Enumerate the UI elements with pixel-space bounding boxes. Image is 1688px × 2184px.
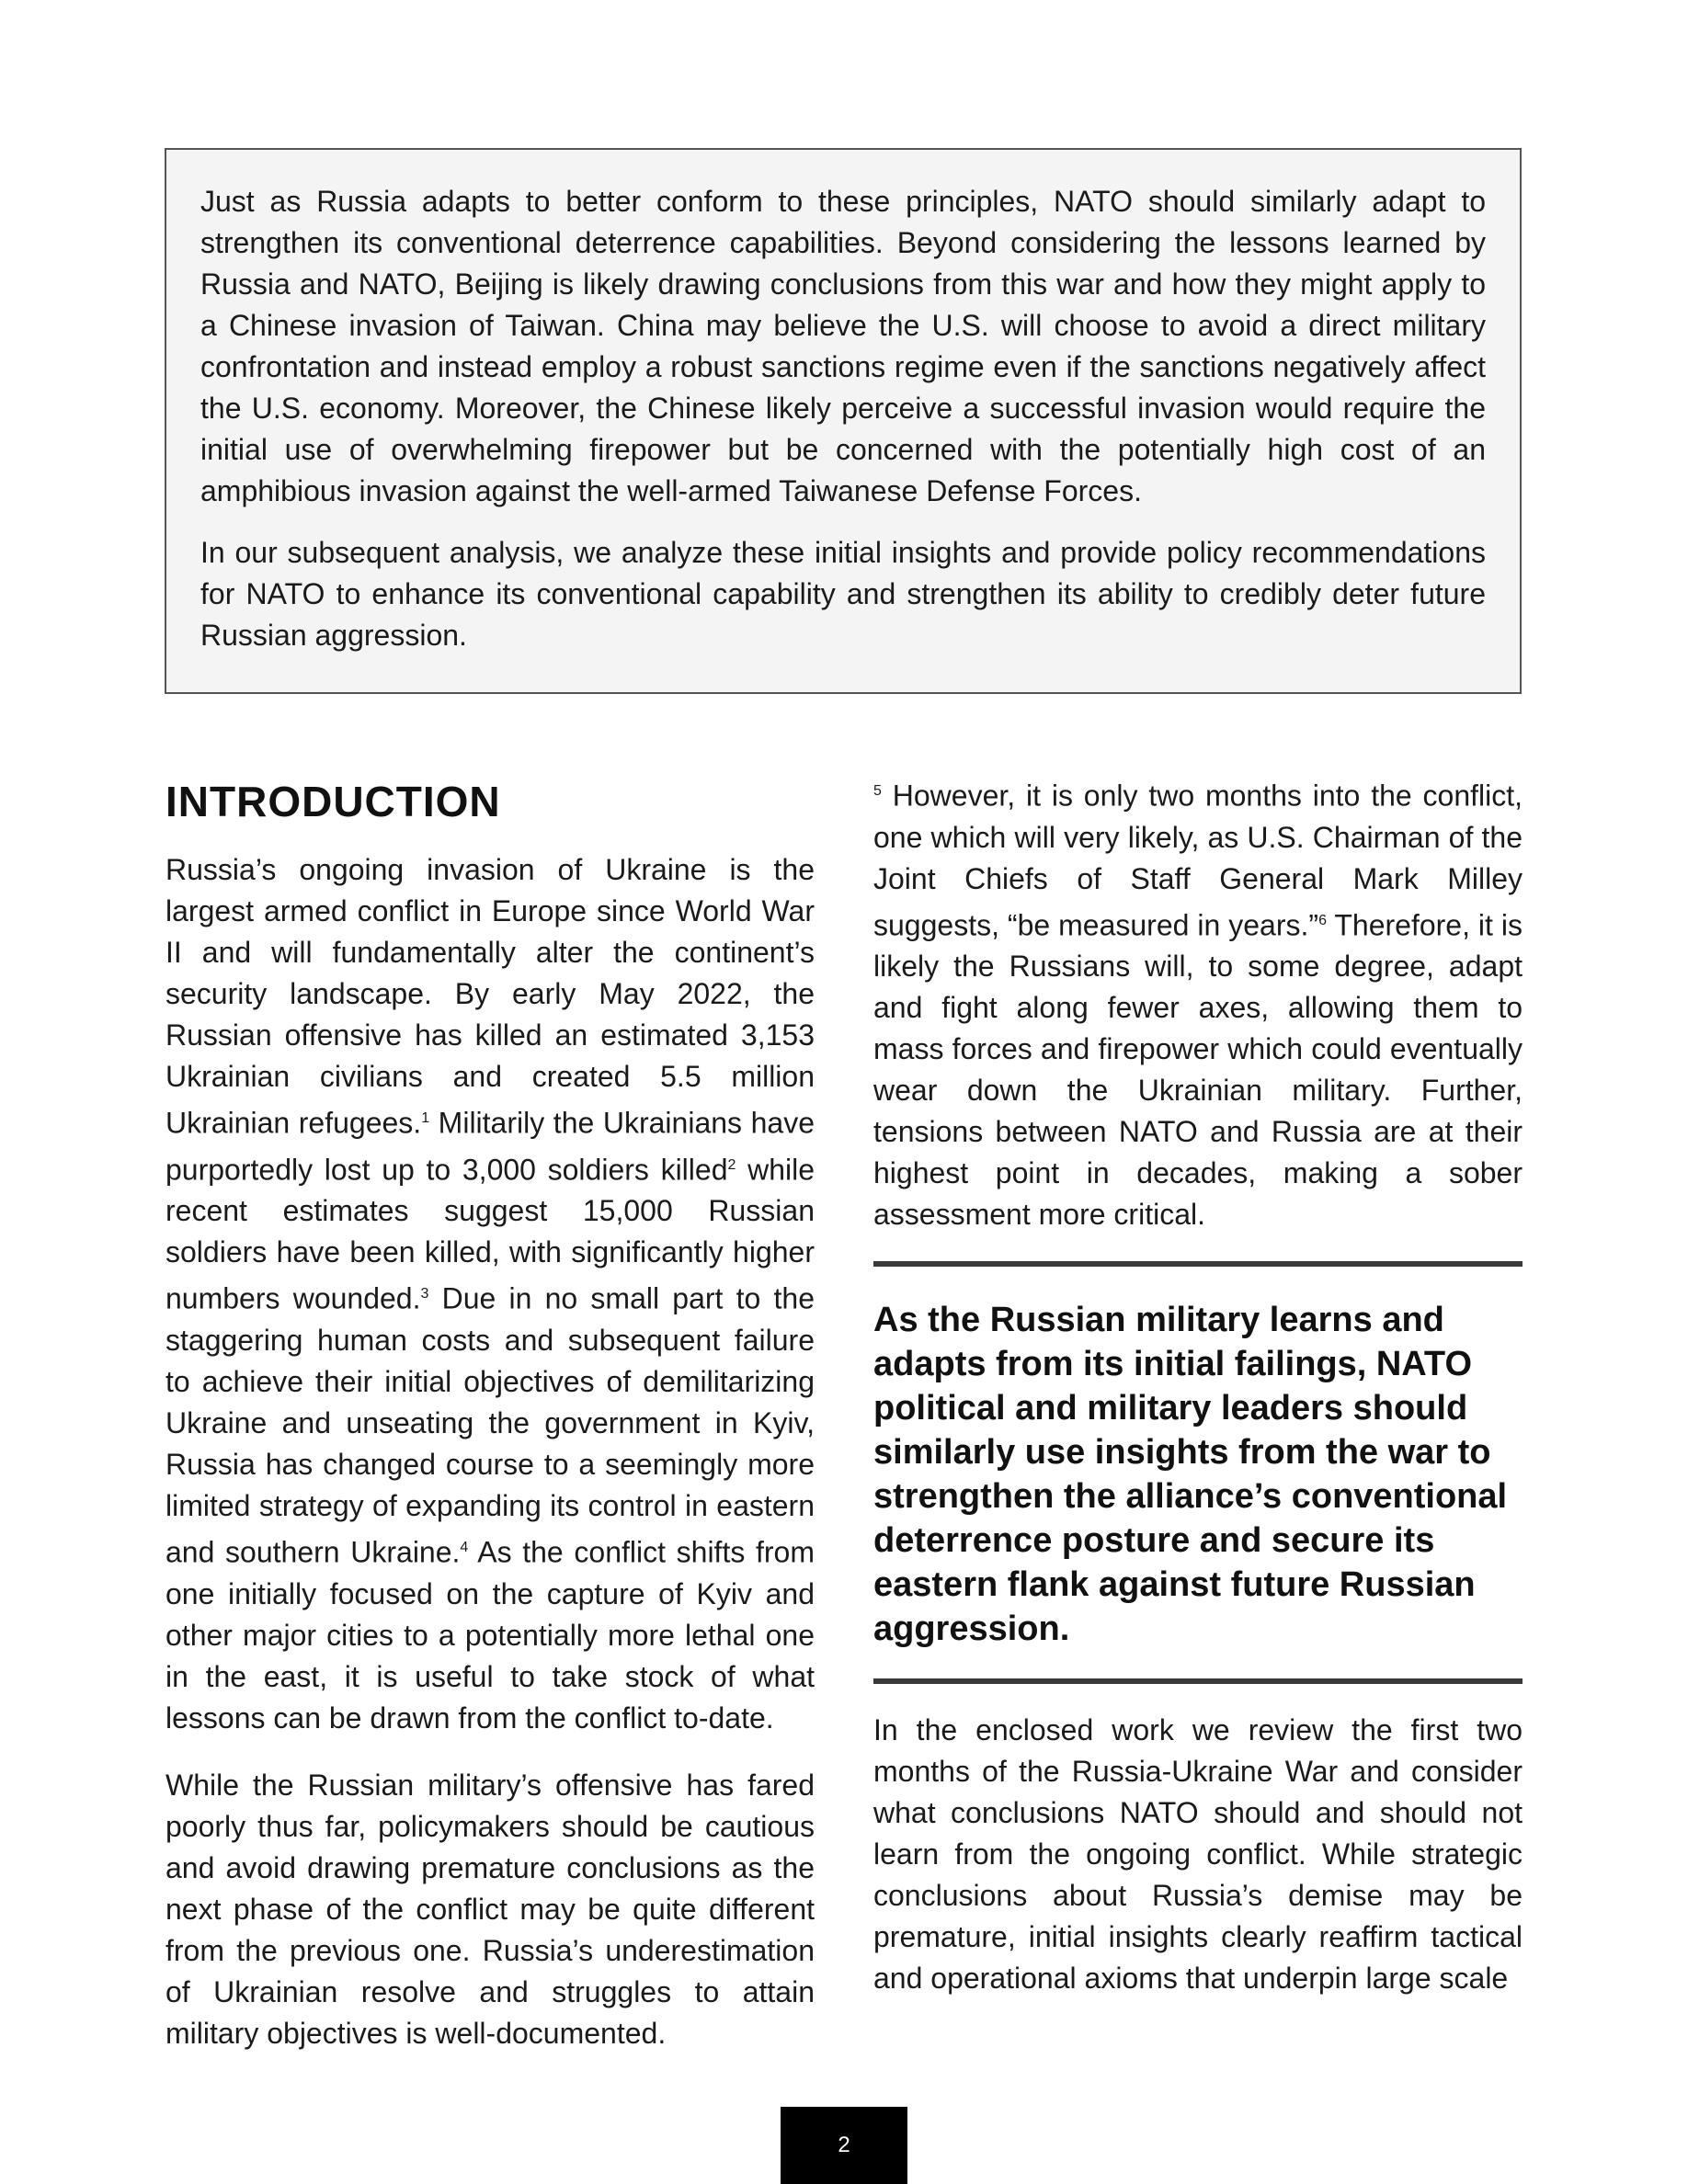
footnote-ref: 6 (1318, 912, 1327, 928)
footnote-ref: 4 (460, 1539, 469, 1555)
summary-paragraph: Just as Russia adapts to better conform to these principles, NATO should similarly adapt to strengthen its conventional deterrence capabilities. Beyond considering the lessons learned by Russia and NATO, Beijing is likely drawing conclusions from this war and how they might apply to a Chinese invasion of Taiwan. China may believe the U.S. will choose to avoid a direct military confrontation and instead employ a robust sanctions regime even if the sanctions negatively affect the U.S. economy. Moreover, the Chinese likely perceive a successful invasion would require the initial use of overwhelming firepower but be concerned with the potentially high cost of an amphibious invasion against the well-armed Taiwanese Defense Forces. (200, 185, 1486, 507)
left-column (165, 774, 815, 2080)
text-run: Due in no small part to the staggering human costs and subsequent failure to achieve their initial objectives of demilitarizing Ukraine and unseating the government in Kyiv, Russia has changed course to a seemingly more limited strategy of expanding its control in eastern and southern Ukraine. (165, 1281, 815, 1569)
footnote-ref: 5 (873, 783, 882, 799)
page-number: 2 (781, 2107, 907, 2184)
footnote-ref: 2 (727, 1156, 736, 1173)
right-column (873, 770, 1523, 2025)
text-run: while recent estimates suggest 15,000 Russian soldiers have been killed, with significantly higher numbers wounded. (165, 1153, 815, 1315)
text-run: As the conflict shifts from one initially focused on the capture of Kyiv and other major cities to a potentially more lethal one in the east, it is useful to take stock of what lessons can be drawn from the conflict to-date. (165, 1535, 815, 1735)
intro-paragraph-1 (165, 849, 815, 1739)
text-run: Militarily the Ukrainians have purportedly lost up to 3,000 soldiers killed (165, 1106, 815, 1187)
footnote-ref: 1 (421, 1110, 430, 1126)
intro-paragraph-2 (165, 1765, 815, 2054)
text-run: However, it is only two months into the conflict, one which will very likely, as U.S. Chairman of the Joint Chiefs of Staff General Mark Milley suggests, “be measured in years.” (873, 779, 1523, 942)
pull-quote-text: As the Russian military learns and adapts from its initial failings, NATO political and military leaders should similarly use insights from the war to strengthen the alliance’s conventional deterrence posture and secure its eastern flank against future Russian aggression. (873, 1301, 1508, 1649)
summary-box (165, 148, 1522, 694)
pull-quote (873, 1261, 1523, 1684)
footnote-ref: 3 (420, 1286, 429, 1302)
text-run: While the Russian military’s offensive has fared poorly thus far, policymakers should be cautious and avoid drawing premature conclusions as the next phase of the conflict may be quite different from the previous one. Russia’s underestimation of Ukrainian resolve and struggles to attain military objectives is well-documented. (165, 1768, 815, 2050)
intro-paragraph-2-continued (873, 770, 1523, 1235)
section-heading: INTRODUCTION (165, 778, 501, 825)
intro-paragraph-3: In the enclosed work we review the first two months of the Russia-Ukraine War and consider what conclusions NATO should and should not learn from the ongoing conflict. While strategic conclusions about Russia’s demise may be premature, initial insights clearly reaffirm tactical and operational axioms that underpin large scale (873, 1713, 1523, 1996)
text-run: Therefore, it is likely the Russians will, to some degree, adapt and fight along fewer axes, allowing them to mass forces and firepower which could eventually wear down the Ukrainian military. Further, tensions between NATO and Russia are at their highest point in decades, making a sober assessment more critical. (873, 908, 1523, 1232)
text-run: Russia’s ongoing invasion of Ukraine is the largest armed conflict in Europe since World War II and will fundamentally alter the continent’s security landscape. By early May 2022, the Russian offensive has killed an estimated 3,153 Ukrainian civilians and created 5.5 million Ukrainian refugees. (165, 853, 815, 1140)
summary-paragraph: In our subsequent analysis, we analyze these initial insights and provide policy recommendations for NATO to enhance its conventional capability and strengthen its ability to credibly deter future Russian aggression. (200, 536, 1486, 652)
